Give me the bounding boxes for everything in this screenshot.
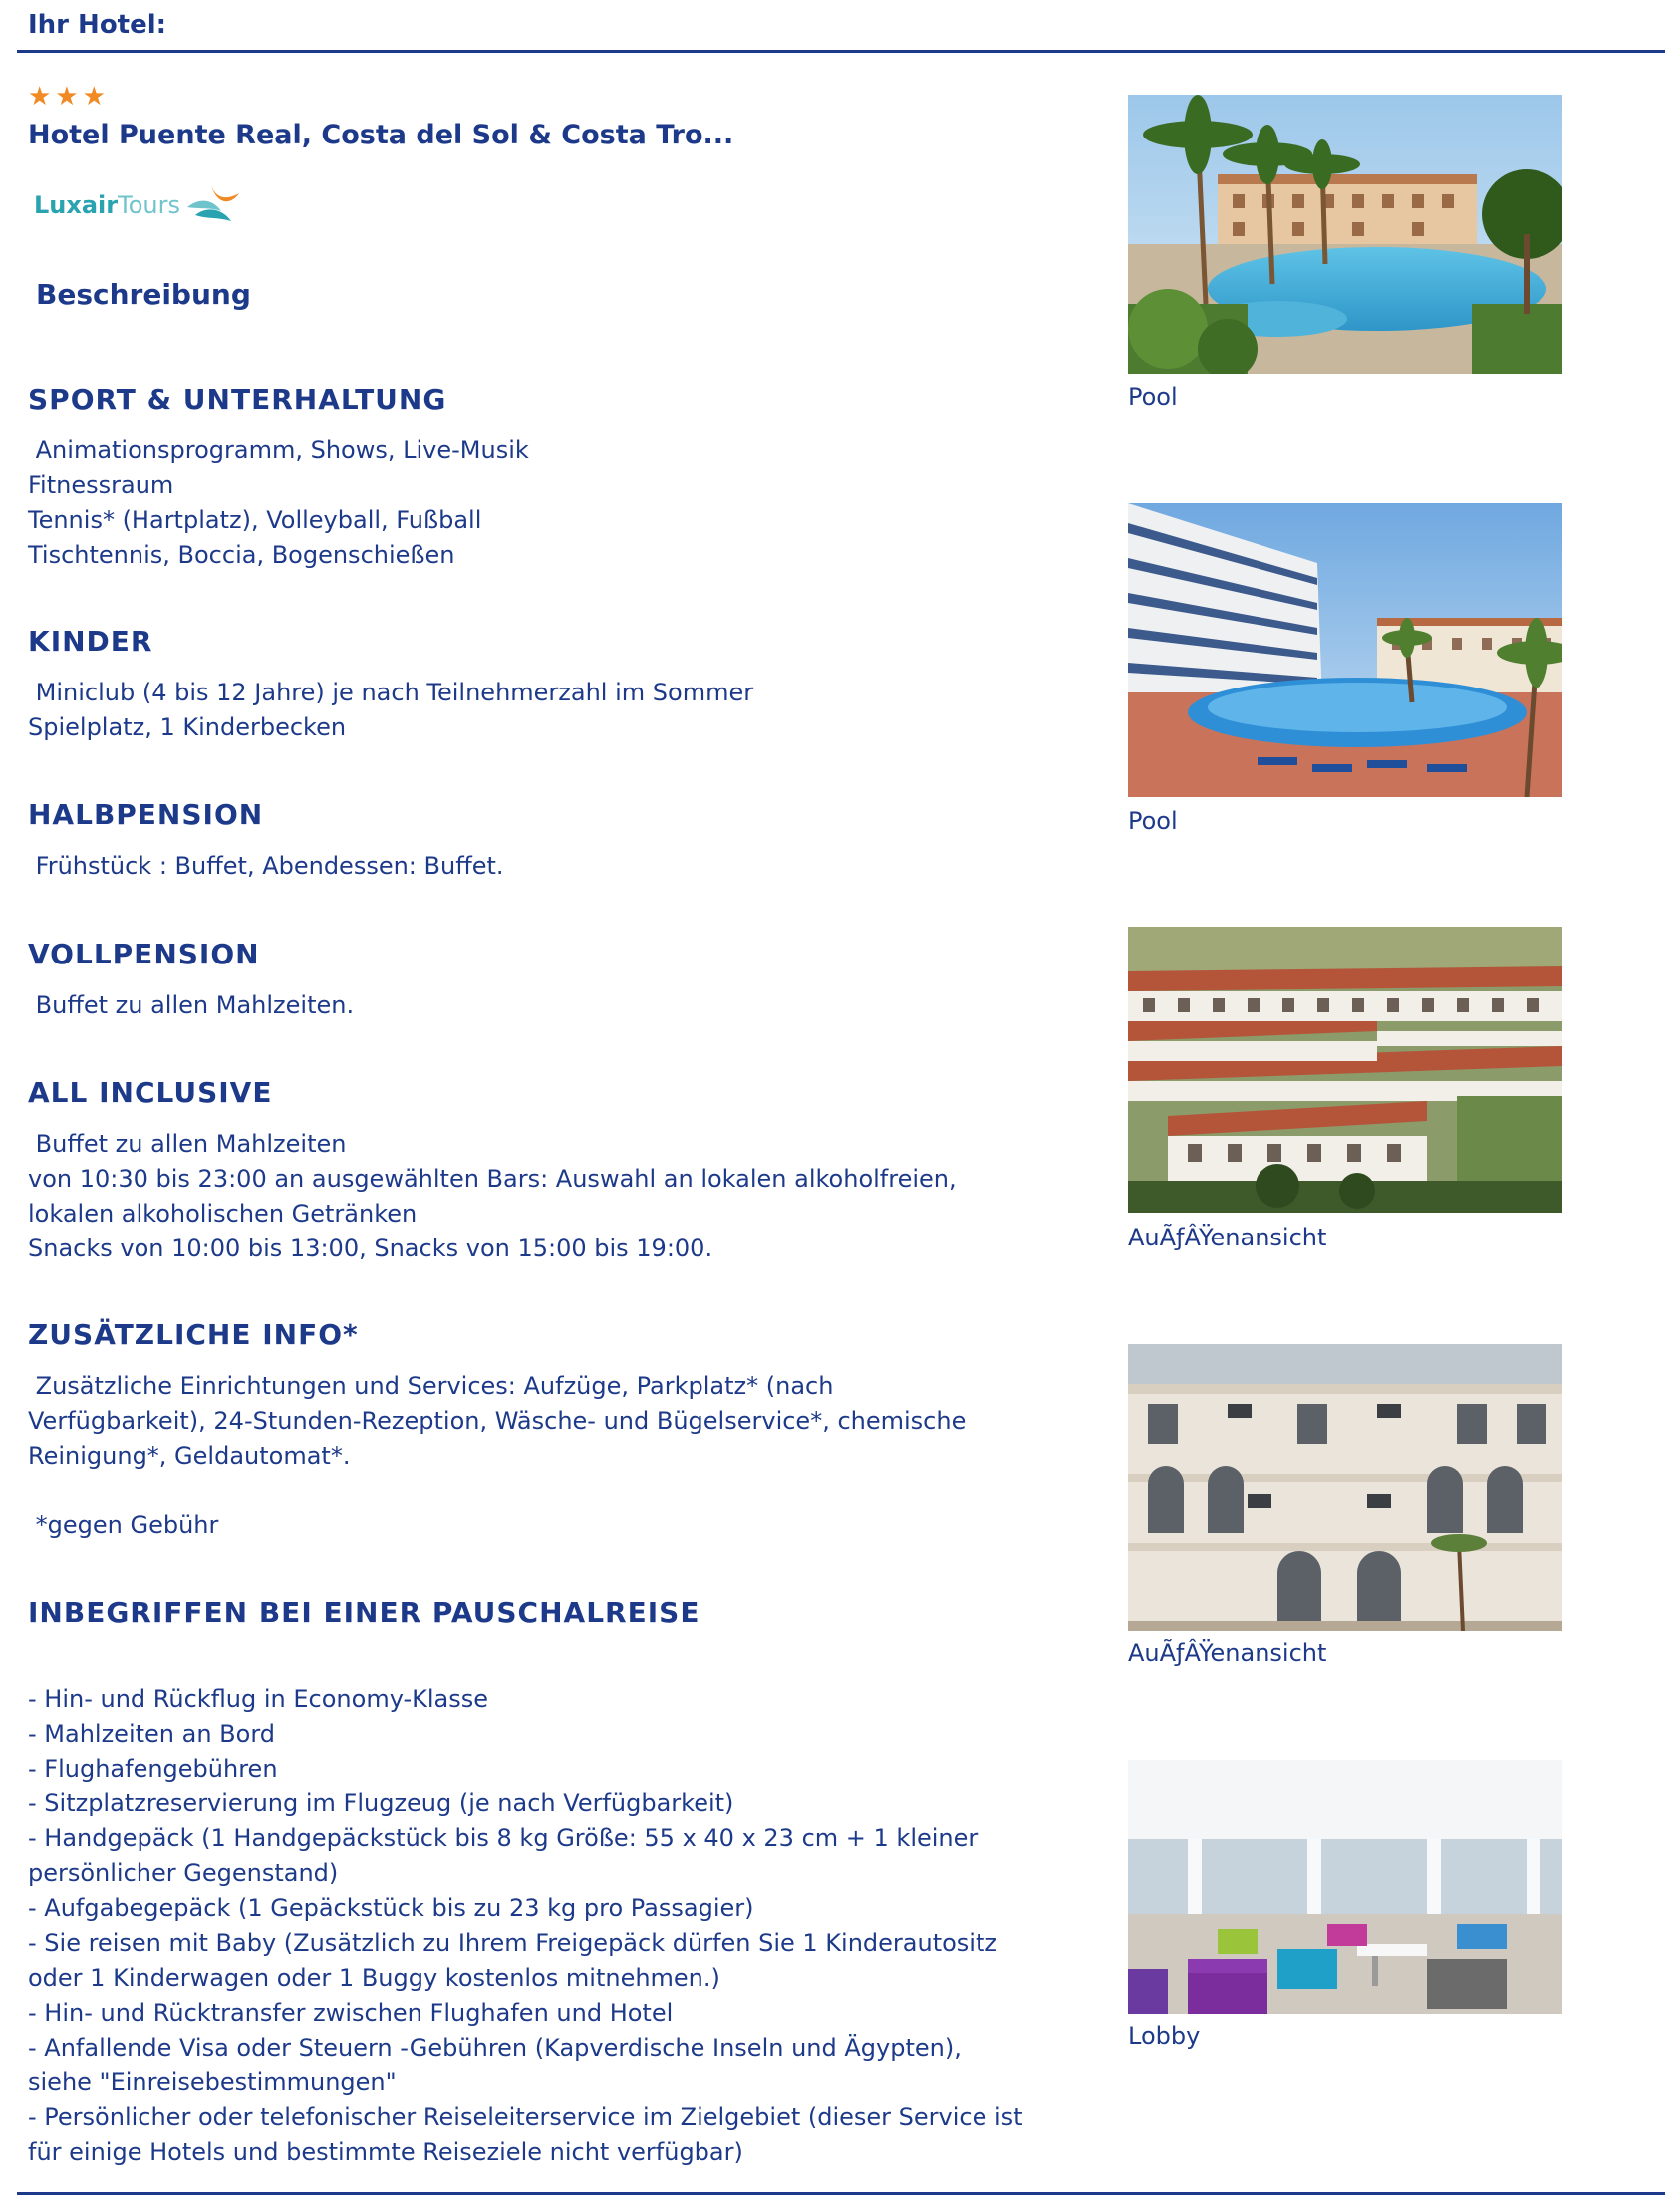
section-title-zusaetzliche-info: ZUSÄTZLICHE INFO* bbox=[28, 1318, 359, 1351]
photo-caption-2: Pool bbox=[1128, 807, 1178, 835]
photo-caption-3: AuÃƒÂŸenansicht bbox=[1128, 1224, 1327, 1251]
section-title-kinder: KINDER bbox=[28, 625, 153, 658]
hotel-photo-lobby[interactable] bbox=[1128, 1760, 1562, 2014]
hotel-name[interactable]: Hotel Puente Real, Costa del Sol & Costa Tro... bbox=[28, 120, 734, 150]
section-title-halbpension: HALBPENSION bbox=[28, 798, 264, 831]
hotel-photo-exterior-2[interactable] bbox=[1128, 1344, 1562, 1631]
section-body-kinder: Miniclub (4 bis 12 Jahre) je nach Teilnehmerzahl im Sommer Spielplatz, 1 Kinderbecken bbox=[28, 679, 754, 741]
hotel-photo-pool-1[interactable] bbox=[1128, 95, 1562, 374]
bottom-divider bbox=[17, 2192, 1665, 2195]
hotel-photo-exterior-1[interactable] bbox=[1128, 927, 1562, 1213]
section-title-inbegriffen: INBEGRIFFEN BEI EINER PAUSCHALREISE bbox=[28, 1596, 700, 1629]
section-body-all-inclusive: Buffet zu allen Mahlzeiten von 10:30 bis 23:00 an ausgewählten Bars: Auswahl an lokalen alkoholfreien, lokalen alkoholischen Getränken Snacks von 10:00 bis 13:00, Snacks von 15:00 bis 19:00. bbox=[28, 1130, 957, 1262]
section-title-vollpension: VOLLPENSION bbox=[28, 938, 260, 970]
logo-word-2: Tours bbox=[118, 191, 180, 219]
section-body-zusaetzliche-info: Zusätzliche Einrichtungen und Services: Aufzüge, Parkplatz* (nach Verfügbarkeit), 24-Stunden-Rezeption, Wäsche- und Bügelservice*, chemische Reinigung*, Geldautomat*. *gegen Gebühr bbox=[28, 1372, 967, 1539]
luxair-tours-logo bbox=[34, 177, 253, 237]
section-title-all-inclusive: ALL INCLUSIVE bbox=[28, 1076, 273, 1109]
photo-caption-1: Pool bbox=[1128, 383, 1178, 411]
section-body-vollpension: Buffet zu allen Mahlzeiten. bbox=[28, 991, 355, 1019]
description-heading: Beschreibung bbox=[36, 278, 251, 311]
section-body-inbegriffen: - Hin- und Rückflug in Economy-Klasse - Mahlzeiten an Bord - Flughafengebühren - Sitzplatzreservierung im Flugzeug (je nach Verfügbarkeit) - Handgepäck (1 Handgepäckstück bis 8 kg Größe: 55 x 40 x 23 cm + 1 kleiner persönlicher Gegenstand) - Aufgabegepäck (1 Gepäckstück bis zu 23 kg pro Passagier) - Sie reisen mit Baby (Zusätzlich zu Ihrem Freigepäck dürfen Sie 1 Kinderautositz oder 1 Kinderwagen oder 1 Buggy kostenlos mitnehmen.) - Hin- und Rücktransfer zwischen Flughafen und Hotel - Anfallende Visa oder Steuern -Gebühren (Kapverdische Inseln und Ägypten), siehe "Einreisebestimmungen" - Persönlicher oder telefonischer Reiseleiterservice im Zielgebiet (dieser Service ist für einige Hotels und bestimmte Reiseziele nicht verfügbar) bbox=[28, 1685, 1023, 2166]
page-heading: Ihr Hotel: bbox=[28, 10, 167, 40]
photo-caption-5: Lobby bbox=[1128, 2022, 1201, 2050]
logo-word-1: Luxair bbox=[34, 191, 119, 219]
star-rating: ★★★ bbox=[28, 82, 110, 112]
bird-icon bbox=[181, 177, 243, 235]
section-title-sport: SPORT & UNTERHALTUNG bbox=[28, 383, 447, 415]
photo-caption-4: AuÃƒÂŸenansicht bbox=[1128, 1639, 1327, 1667]
section-body-halbpension: Frühstück : Buffet, Abendessen: Buffet. bbox=[28, 852, 504, 880]
section-body-sport: Animationsprogramm, Shows, Live-Musik Fitnessraum Tennis* (Hartplatz), Volleyball, Fußball Tischtennis, Boccia, Bogenschießen bbox=[28, 436, 529, 569]
hotel-photo-pool-2[interactable] bbox=[1128, 503, 1562, 797]
top-divider bbox=[17, 50, 1665, 53]
